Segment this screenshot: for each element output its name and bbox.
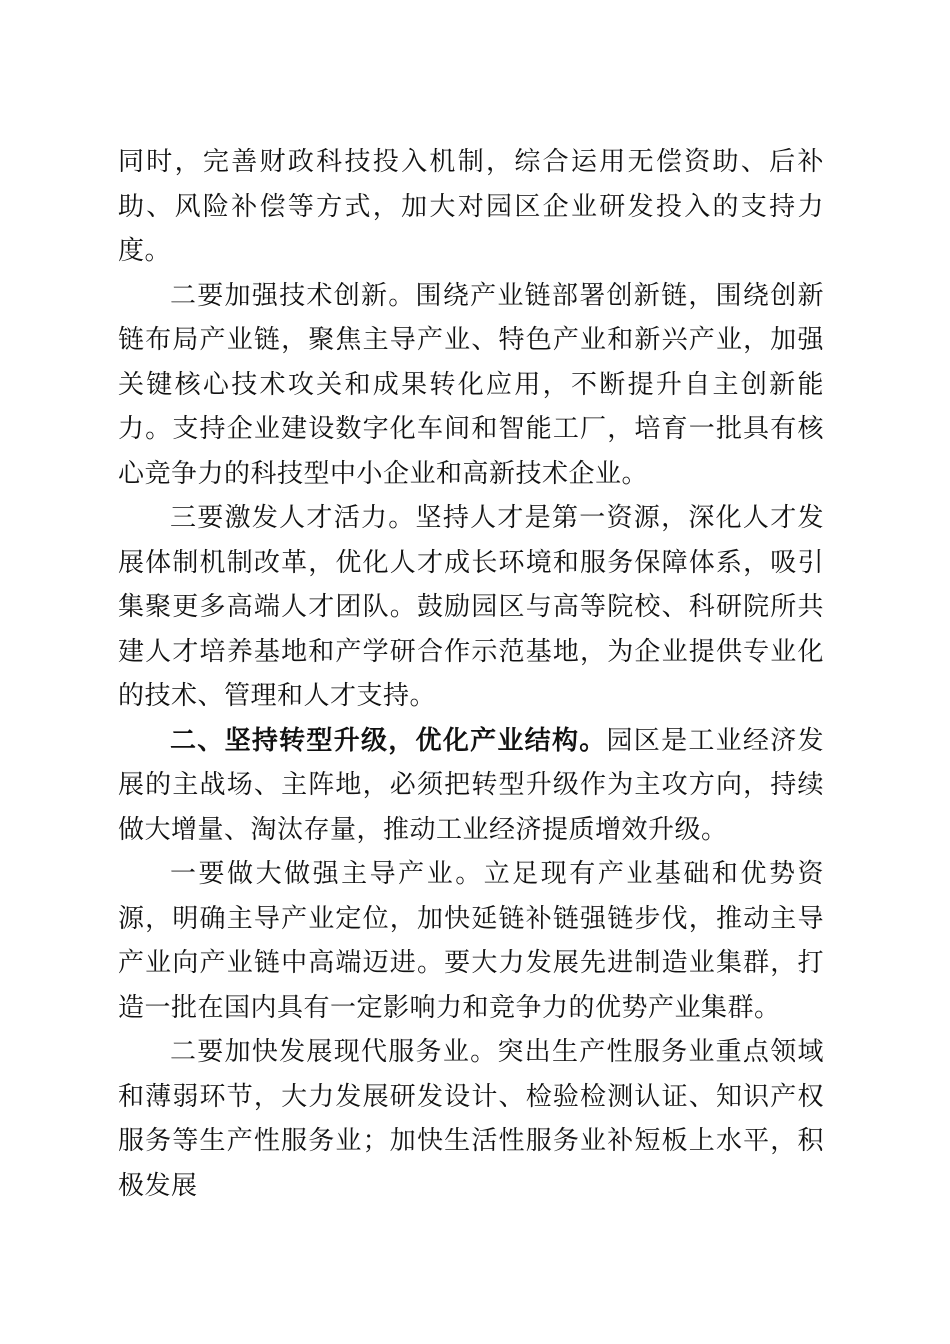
paragraph-transformation [118,719,824,853]
paragraph-text: 园区是工业经济发展的主战场、主阵地，必须把转型升级作为主攻方向，持续做大增量、淘汰存量，推动工业经济提质增效升级。 [118,725,824,845]
paragraph-fiscal-support [118,140,824,274]
document-page [118,140,824,1208]
paragraph-modern-services [118,1030,824,1208]
paragraph-text: 二要加快发展现代服务业。突出生产性服务业重点领域和薄弱环节，大力发展研发设计、检验检测认证、知识产权服务等生产性服务业；加快生活性服务业补短板上水平，积极发展 [118,1037,824,1201]
paragraph-talent [118,496,824,719]
paragraph-tech-innovation [118,274,824,497]
paragraph-text: 一要做大做强主导产业。立足现有产业基础和优势资源，明确主导产业定位，加快延链补链强链步伐，推动主导产业向产业链中高端迈进。要大力发展先进制造业集群，打造一批在国内具有一定影响力和竞争力的优势产业集群。 [118,859,824,1023]
section-heading: 二、坚持转型升级，优化产业结构。 [170,725,607,756]
paragraph-text: 二要加强技术创新。围绕产业链部署创新链，围绕创新链布局产业链，聚焦主导产业、特色产业和新兴产业，加强关键核心技术攻关和成果转化应用，不断提升自主创新能力。支持企业建设数字化车间和智能工厂，培育一批具有核心竞争力的科技型中小企业和高新技术企业。 [118,280,824,489]
paragraph-text: 同时，完善财政科技投入机制，综合运用无偿资助、后补助、风险补偿等方式，加大对园区企业研发投入的支持力度。 [118,147,824,266]
paragraph-leading-industry [118,852,824,1030]
paragraph-text: 三要激发人才活力。坚持人才是第一资源，深化人才发展体制机制改革，优化人才成长环境和服务保障体系，吸引集聚更多高端人才团队。鼓励园区与高等院校、科研院所共建人才培养基地和产学研合作示范基地，为企业提供专业化的技术、管理和人才支持。 [118,503,824,711]
